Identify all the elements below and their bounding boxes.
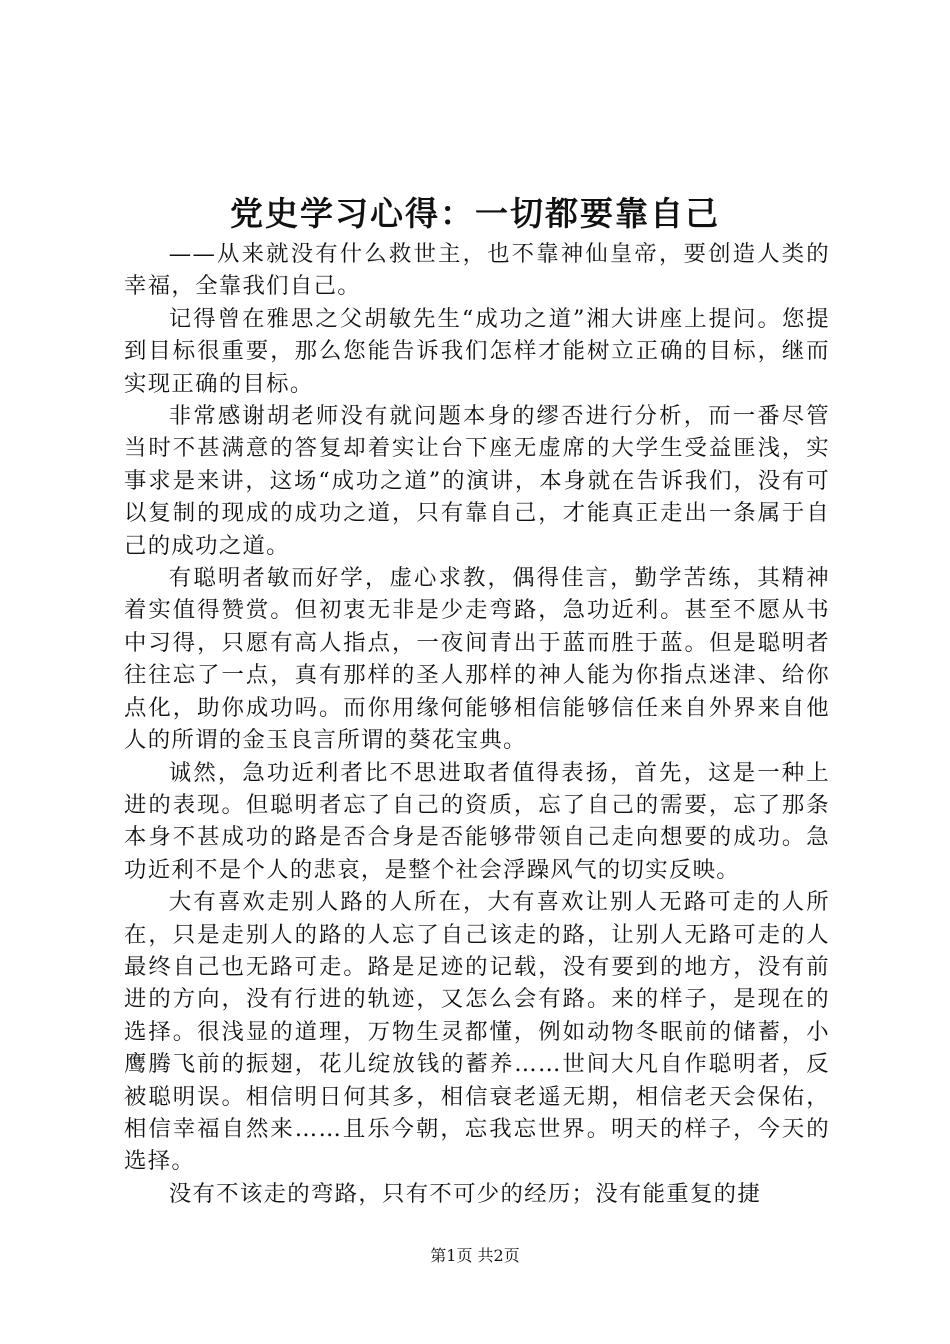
paragraph: 记得曾在雅思之父胡敏先生“成功之道”湘大讲座上提问。您提到目标很重要，那么您能告诉我们怎样才能树立正确的目标，继而实现正确的目标。 bbox=[124, 305, 830, 397]
paragraph: 诚然，急功近利者比不思进取者值得表扬，首先，这是一种上进的表现。但聪明者忘了自己的资质，忘了自己的需要，忘了那条本身不甚成功的路是否合身是否能够带领自己走向想要的成功。急功近利不是个人的悲哀，是整个社会浮躁风气的切实反映。 bbox=[124, 759, 830, 883]
paragraph: 非常感谢胡老师没有就问题本身的缪否进行分析，而一番尽管当时不甚满意的答复却着实让台下座无虚席的大学生受益匪浅，实事求是来讲，这场“成功之道”的演讲，本身就在告诉我们，没有可以复制的现成的成功之道，只有靠自己，才能真正走出一条属于自己的成功之道。 bbox=[124, 403, 830, 559]
paragraph: 大有喜欢走别人路的人所在，大有喜欢让别人无路可走的人所在，只是走别人的路的人忘了自己该走的路，让别人无路可走的人最终自己也无路可走。路是足迹的记载，没有要到的地方，没有前进的方向，没有行进的轨迹，又怎么会有路。来的样子，是现在的选择。很浅显的道理，万物生灵都懂，例如动物冬眠前的储蓄，小鹰腾飞前的振翅，花儿绽放钱的蓄养……世间大凡自作聪明者，反被聪明误。相信明日何其多，相信衰老遥无期，相信老天会保佑，相信幸福自然来……且乐今朝，忘我忘世界。明天的样子，今天的选择。 bbox=[124, 889, 830, 1175]
document-title: 党史学习心得：一切都要靠自己 bbox=[230, 194, 720, 233]
paragraph: 没有不该走的弯路，只有不可少的经历；没有能重复的捷 bbox=[168, 1180, 762, 1207]
document-body bbox=[124, 238, 830, 1210]
paragraph: ——从来就没有什么救世主，也不靠神仙皇帝，要创造人类的幸福，全靠我们自己。 bbox=[124, 241, 830, 300]
paragraph: 有聪明者敏而好学，虚心求教，偶得佳言，勤学苦练，其精神着实值得赞赏。但初衷无非是少走弯路，急功近利。甚至不愿从书中习得，只愿有高人指点，一夜间青出于蓝而胜于蓝。但是聪明者往往忘了一点，真有那样的圣人那样的神人能为你指点迷津、给你点化，助你成功吗。而你用缘何能够相信能够信任来自外界来自他人的所谓的金玉良言所谓的葵花宝典。 bbox=[124, 565, 830, 754]
page-number-footer: 第1页 共2页 bbox=[430, 1246, 520, 1265]
